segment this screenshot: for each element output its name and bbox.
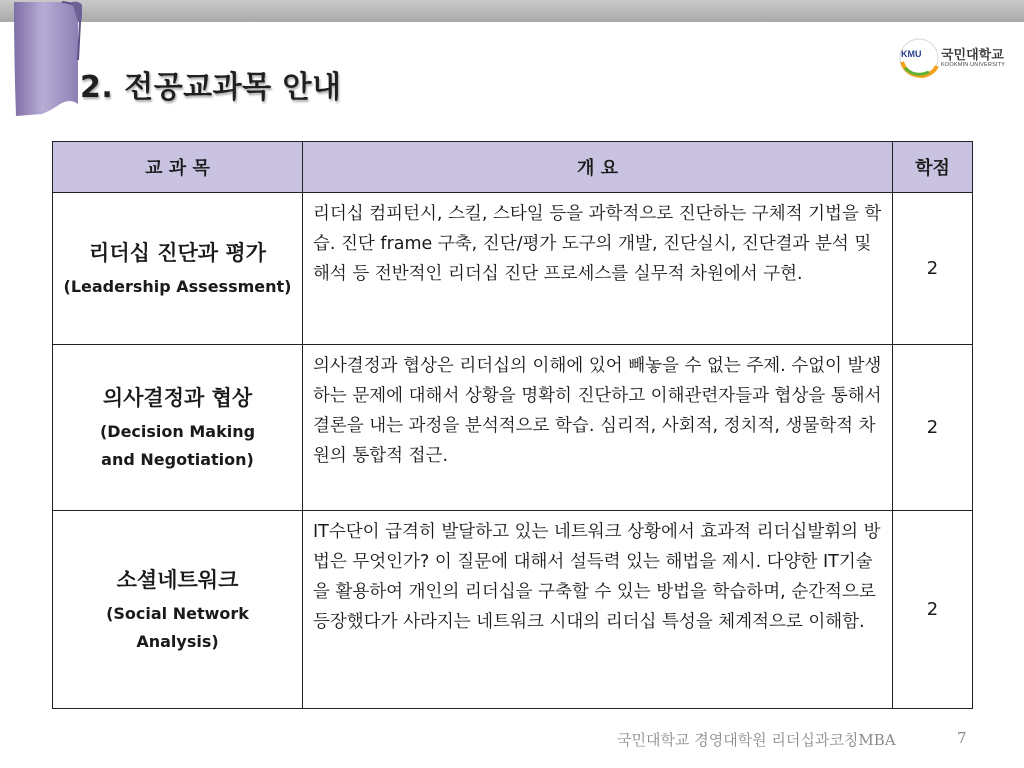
header-course: 교 과 목 bbox=[53, 142, 303, 193]
page-number: 7 bbox=[957, 729, 967, 747]
top-bar bbox=[0, 0, 1024, 22]
course-name-english: (Leadership Assessment) bbox=[63, 276, 292, 296]
course-description: 의사결정과 협상은 리더십의 이해에 있어 빼놓을 수 없는 주제. 수없이 발생하는 문제에 대해서 상황을 명확히 진단하고 이해관련자들과 협상을 통해서 결론을 내는 과정을 분석적으로 학습. 심리적, 사회적, 정치적, 생물학적 차원의 통합적 접근. bbox=[303, 345, 893, 511]
course-name-cell bbox=[53, 193, 303, 345]
table-header-row bbox=[53, 142, 973, 193]
table-row bbox=[53, 193, 973, 345]
course-name-english: (Social Network Analysis) bbox=[106, 603, 249, 651]
course-description: IT수단이 급격히 발달하고 있는 네트워크 상황에서 효과적 리더십발휘의 방법은 무엇인가? 이 질문에 대해서 설득력 있는 해법을 제시. 다양한 IT기술을 활용하여 개인의 리더십을 구축할 수 있는 방법을 학습하며, 순간적으로 등장했다가 사라지는 네트워크 시대의 리더십 특성을 체계적으로 이해함. bbox=[303, 511, 893, 709]
course-name-korean: 의사결정과 협상 bbox=[102, 385, 253, 410]
logo-name-english: KOOKMIN UNIVERSITY bbox=[941, 62, 1006, 68]
course-credit: 2 bbox=[893, 345, 973, 511]
course-name-cell bbox=[53, 345, 303, 511]
table-row bbox=[53, 345, 973, 511]
ribbon-decoration bbox=[12, 0, 82, 118]
page-title: 2. 전공교과목 안내 bbox=[80, 70, 342, 105]
course-name-korean: 소셜네트워크 bbox=[116, 567, 239, 592]
logo-mark-text: KMU bbox=[901, 49, 922, 59]
course-description: 리더십 컴피턴시, 스킬, 스타일 등을 과학적으로 진단하는 구체적 기법을 학습. 진단 frame 구축, 진단/평가 도구의 개발, 진단실시, 진단결과 분석 및 해석 등 전반적인 리더십 진단 프로세스를 실무적 차원에서 구현. bbox=[303, 193, 893, 345]
university-logo bbox=[897, 36, 1017, 80]
course-credit: 2 bbox=[893, 193, 973, 345]
course-table bbox=[52, 141, 973, 709]
footer-text: 국민대학교 경영대학원 리더십과코칭MBA bbox=[617, 731, 896, 749]
table-row bbox=[53, 511, 973, 709]
course-credit: 2 bbox=[893, 511, 973, 709]
course-name-korean: 리더십 진단과 평가 bbox=[89, 240, 266, 265]
course-name-cell bbox=[53, 511, 303, 709]
header-credit: 학점 bbox=[893, 142, 973, 193]
header-overview: 개 요 bbox=[303, 142, 893, 193]
logo-name-korean: 국민대학교 bbox=[941, 48, 1004, 63]
course-name-english: (Decision Making and Negotiation) bbox=[99, 421, 256, 469]
